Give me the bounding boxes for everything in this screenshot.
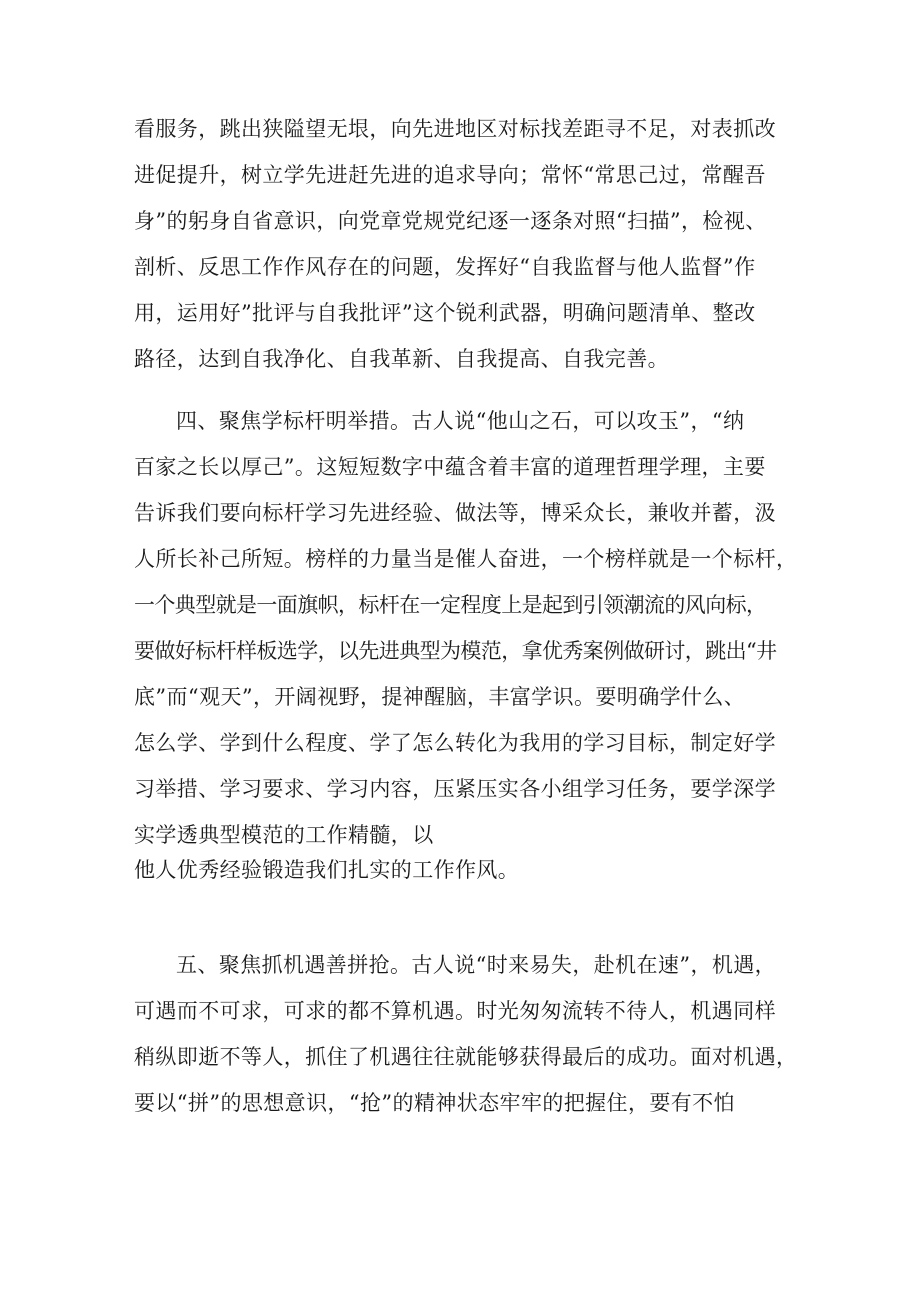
text-line: 路径，达到自我净化、自我革新、自我提高、自我完善。: [134, 347, 669, 371]
text-line: 四、聚焦学标杆明举措。古人说“他山之石，可以攻玉”，“纳: [176, 409, 745, 433]
text-line: 用，运用好”批评与自我批评”这个锐利武器，明确问题清单、整改: [134, 301, 756, 325]
text-line: 底”而“观天”，开阔视野，提神醒脑，丰富学识。要明确学什么、: [134, 685, 746, 709]
text-line: 稍纵即逝不等人，抓住了机遇往往就能够获得最后的成功。面对机遇，: [134, 1045, 798, 1069]
text-line: 告诉我们要向标杆学习先进经验、做法等，博采众长，兼收并蓄，汲: [134, 501, 776, 525]
text-line: 怎么学、学到什么程度、学了怎么转化为我用的学习目标，制定好学: [134, 731, 776, 755]
text-line: 要以“拼”的思想意识，“抢”的精神状态牢牢的把握住，要有不怕: [134, 1091, 735, 1115]
text-line: 身”的躬身自省意识，向党章党规党纪逐一逐条对照“扫描”，检视、: [134, 209, 767, 233]
text-line: 五、聚焦抓机遇善拼抢。古人说“时来易失，赴机在速”，机遇，: [176, 953, 777, 977]
text-line: 一个典型就是一面旗帜，标杆在一定程度上是起到引领潮流的风向标，: [134, 593, 767, 617]
text-line: 剖析、反思工作作风存在的问题，发挥好“自我监督与他人监督”作: [134, 255, 756, 279]
text-line: 他人优秀经验锻造我们扎实的工作作风。: [134, 858, 520, 882]
text-line: 百家之长以厚己”。这短短数字中蕴含着丰富的道理哲理学理，主要: [134, 455, 766, 479]
text-line: 实学透典型模范的工作精髓，以: [134, 823, 434, 847]
text-line: 看服务，跳出狭隘望无垠，向先进地区对标找差距寻不足，对表抓改: [134, 117, 776, 141]
text-line: 进促提升，树立学先进赶先进的追求导向；常怀“常思己过，常醒吾: [134, 163, 766, 187]
text-line: 要做好标杆样板选学，以先进典型为模范，拿优秀案例做研讨，跳出“井: [134, 639, 777, 663]
text-line: 人所长补己所短。榜样的力量当是催人奋进，一个榜样就是一个标杆，: [134, 547, 798, 571]
text-line: 可遇而不可求，可求的都不算机遇。时光匆匆流转不待人，机遇同样: [134, 999, 776, 1023]
text-line: 习举措、学习要求、学习内容，压紧压实各小组学习任务，要学深学: [134, 777, 776, 801]
